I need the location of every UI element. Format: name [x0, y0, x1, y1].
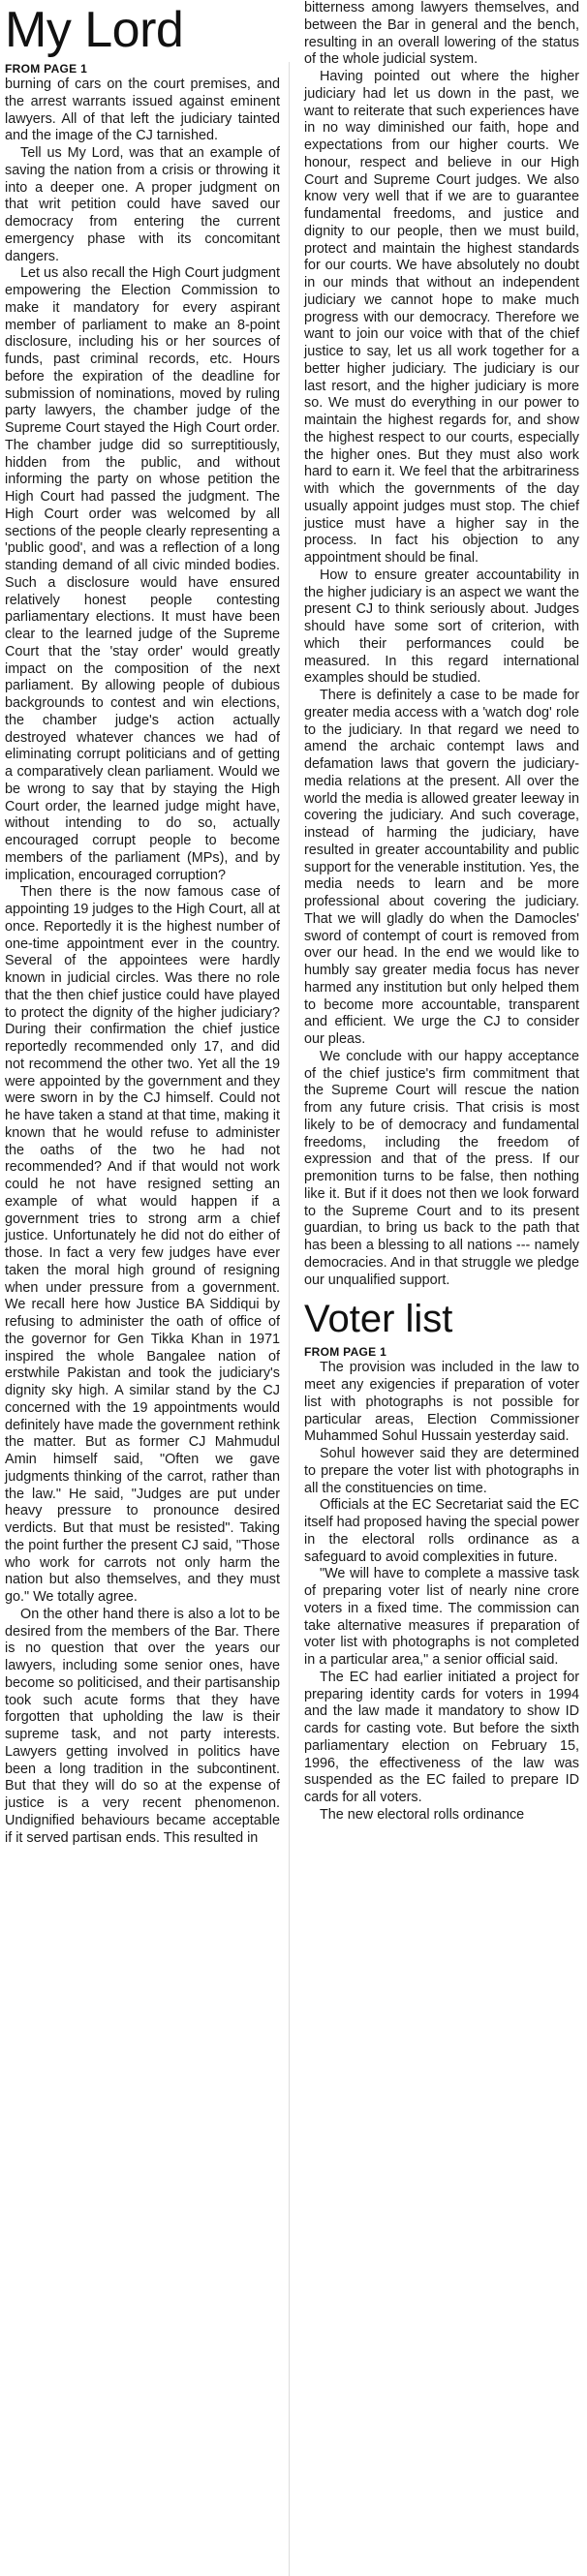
article-paragraph: bitterness among lawyers themselves, and between the Bar in general and the bench, resulting in an overall lowering of the status of the whole judicial system.	[304, 0, 579, 68]
article-paragraph: There is definitely a case to be made for greater media access with a 'watch dog' role to the judiciary. In that regard we need to amend the archaic contempt laws and defamation laws that govern the judiciary-media relations at the present. All over the world the media is allowed greater leeway in covering the judiciary. And such coverage, instead of harming the judiciary, have resulted in greater accountability and public support for the venerable institution. Yes, the media needs to learn and be more professional about covering the judiciary. That we will gladly do when the Damocles' sword of contempt of court is removed from over our head. In the end we would like to humbly say greater media focus has never harmed any institution but only helped them to become more accountable, transparent and efficient. We urge the CJ to consider our pleas.	[304, 688, 580, 1047]
from-page-label: FROM PAGE 1	[304, 1345, 387, 1360]
article-paragraph: The new electoral rolls ordinance	[320, 1806, 525, 1823]
article-paragraph: The provision was included in the law to meet any exigencies if preparation of voter list with photographs is not possible for particular areas, Election Commissioner Muhammed Sohul Hussain yesterday said.	[304, 1360, 579, 1445]
article-paragraph: "We will have to complete a massive task of preparing voter list of nearly nine crore voters in a fixed time. The commission can take alternative measures if preparation of voter list with photographs is not completed in a particular area," a senior official said.	[304, 1566, 579, 1668]
article-paragraph: Let us also recall the High Court judgment empowering the Election Commission to make it mandatory for every aspirant member of parliament to make an 8-point disclosure, including his or her sources of funds, past criminal records, etc. Hours before the expiration of the deadline for submission of nominations, moved by ruling party lawyers, the chamber judge of the Supreme Court stayed the High Court order. The chamber judge did so surreptitiously, hidden from the public, and without informing the party on whose petition the High Court had passed the judgment. The High Court order was welcomed by all sections of the people clearly representing a 'public good', and was a reflection of a long standing demand of all civic minded bodies. Such a disclosure would have ensured relatively honest people contesting parliamentary elections. It must have been clear to the learned judge of the Supreme Court that the 'stay order' would greatly impact on the composition of the next parliament. By allowing people of dubious backgrounds to contest and win elections, the chamber judge's action actually destroyed whatever chances we had of eliminating corrupt politicians and of getting a comparatively clean parliament. Would we be wrong to say that by staying the High Court order, the learned judge might have, without intending to do so, actually encouraged corrupt people to become members of the parliament (MPs), and by implication, encouraged corruption?	[5, 265, 280, 883]
article-paragraph: The EC had earlier initiated a project for preparing identity cards for voters in 1994 and the law made it mandatory to show ID cards for casting vote. But before the sixth parliamentary election on February 15, 1996, the effectiveness of the law was suspended as the EC failed to prepare ID cards for all voters.	[304, 1669, 579, 1805]
article-headline: My Lord	[5, 2, 184, 58]
article-paragraph: On the other hand there is also a lot to be desired from the members of the Bar. There is no question that over the years our lawyers, including some senior ones, have become so politicised, and their partisanship took such acute forms that they have forgotten that upholding the law is their supreme task, and not party interests. Lawyers getting involved in politics have been a long tradition in the subcontinent. But that they will do so at the expense of justice is a very recent phenomenon. Undignified behaviours became acceptable if it served partisan ends. This resulted in	[5, 1606, 280, 1846]
from-page-label: FROM PAGE 1	[5, 62, 88, 76]
article-paragraph: We conclude with our happy acceptance of the chief justice's firm commitment that the Supreme Court will rescue the nation from any future crisis. That crisis is most likely to be of democracy and fundamental freedoms, including the freedom of expression and that of the press. If our premonition turns to be false, then nothing like it. But if it does not then we look forward to the Supreme Court and to its present guardian, to bring us back to the path that has been a blessing to all nations --- namely democracies. And in that struggle we pledge our unqualified support.	[304, 1048, 579, 1288]
article-paragraph: burning of cars on the court premises, and the arrest warrants issued against eminent lawyers. All of that left the judiciary tainted and the image of the CJ tarnished.	[5, 77, 280, 144]
article-paragraph: Officials at the EC Secretariat said the EC itself had proposed having the special power in the electoral rolls ordinance as a safeguard to avoid complexities in future.	[304, 1497, 579, 1565]
article-paragraph: Sohul however said they are determined to prepare the voter list with photographs in all the constituencies on time.	[304, 1446, 579, 1496]
article-paragraph: Then there is the now famous case of appointing 19 judges to the High Court, all at once. Reportedly it is the highest number of one-time appointment ever in the country. Several of the appointees were hardly known in judicial circles. Was there no role that the then chief justice could have played to protect the dignity of the higher judiciary? During their confirmation the chief justice reportedly recommended only 17, and did not recommend the other two. Yet all the 19 were appointed by the government and they were sworn in by the CJ himself. Could not he have taken a stand at that time, making it known that he would refuse to administer the oaths of the two he had not recommended? And if that would not work could he not have resigned setting an example of what would happen if a government tries to strong arm a chief justice. Unfortunately he did not do either of those. In fact a very few judges have ever taken the moral high ground of resigning when under pressure from a government. We recall here how Justice BA Siddiqui by refusing to administer the oath of office of the governor for Gen Tikka Khan in 1971 inspired the whole Bangalee nation of erstwhile Pakistan and took the judiciary's dignity sky high. A similar stand by the CJ concerned with the 19 appointments would definitely have made the government rethink the matter. But as former CJ Mahmudul Amin himself said, "Often we gave judgments thinking of the carrot, rather than the law." He said, "Judges are put under heavy pressure to pronounce desired verdicts. But that must be resisted". Taking the point further the present CJ said, "Those who work for carrots not only harm the nation but also themselves, and they must go." We totally agree.	[5, 884, 281, 1605]
second-article-headline: Voter list	[304, 1298, 453, 1341]
article-paragraph: How to ensure greater accountability in the higher judiciary is an aspect we want the present CJ to think seriously about. Judges should have some sort of criterion, with which their performances could be measured. In this regard international examples should be studied.	[304, 567, 579, 687]
article-paragraph: Having pointed out where the higher judiciary had let us down in the past, we want to reiterate that such experiences have in no way diminished our faith, hope and expectations from our higher courts. We honour, respect and believe in our High Court and Supreme Court judges. We also know very well that if we are to guarantee fundamental freedoms, and justice and dignity to our people, then we must build, protect and maintain the highest standards for our courts. We have absolutely no doubt in our minds that without an independent judiciary we cannot hope to make much progress with our democracy. Therefore we want to join our voice with that of the chief justice to say, let us all work together for a better higher judiciary. The judiciary is our last resort, and the higher judiciary is more so. We must do everything in our power to maintain the highest regards for, and show the highest respect to our courts, especially the higher ones. But they must also work hard to earn it. We feel that the arbitrariness with which the governments of the day usually appoint judges must stop. The chief justice must have a higher say in the process. In fact his objection to any appointment should be final.	[304, 69, 579, 566]
column-divider	[289, 62, 290, 2576]
article-paragraph: Tell us My Lord, was that an example of saving the nation from a crisis or throwing it into a deeper one. A proper judgment on that writ petition could have saved our democracy from entering the current emergency phase with its concomitant dangers.	[5, 145, 280, 264]
right-column	[304, 0, 579, 1825]
left-column	[5, 62, 280, 1847]
